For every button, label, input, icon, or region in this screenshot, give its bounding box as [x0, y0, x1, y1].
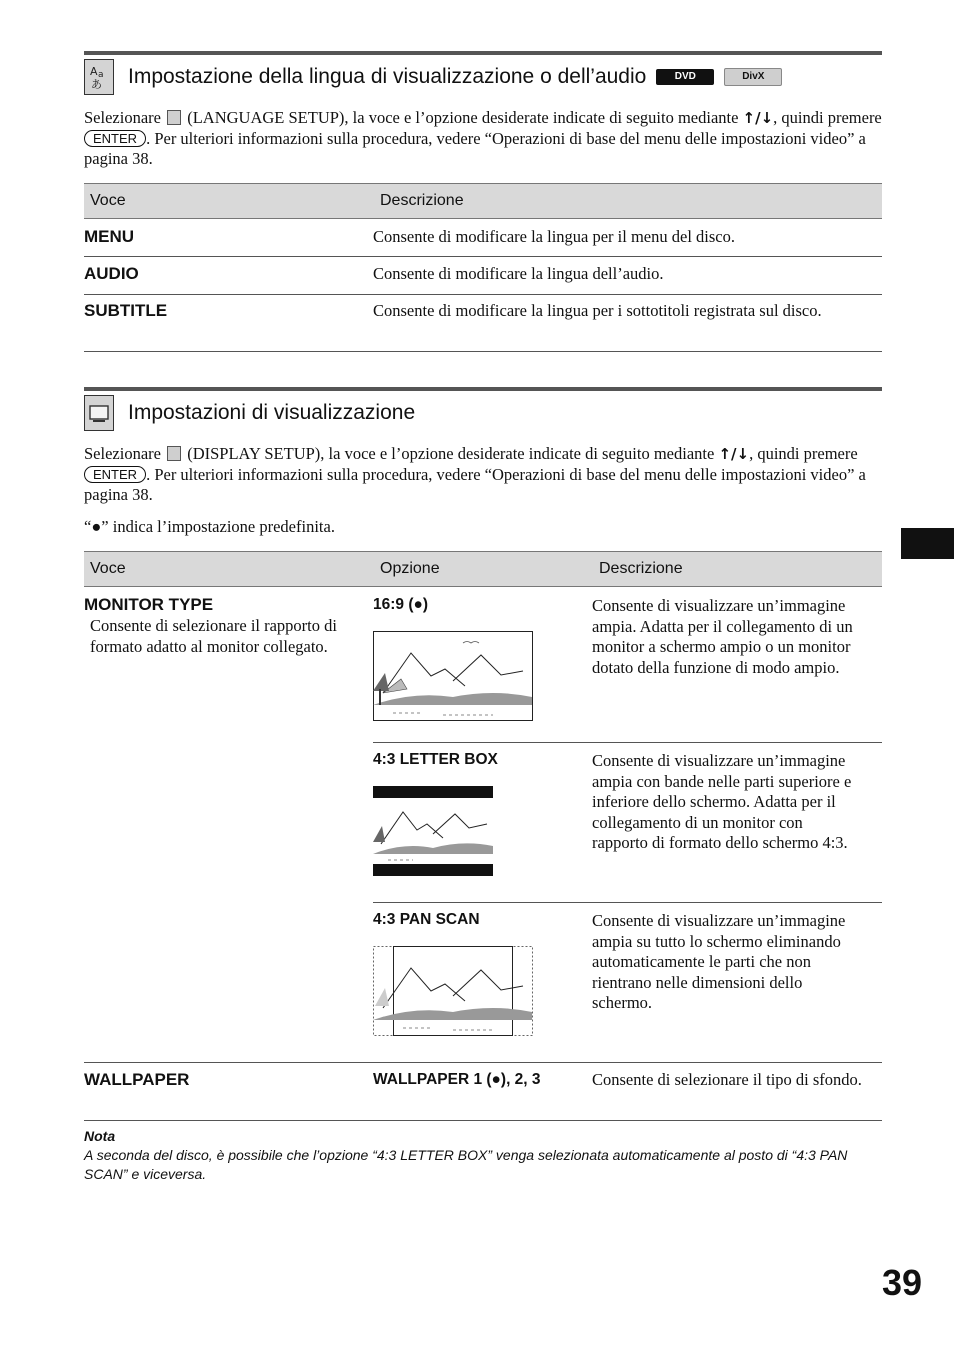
section-title-language: Impostazione della lingua di visualizzazione o dell’audio: [128, 65, 647, 88]
intro-text: Selezionare: [84, 108, 166, 127]
option-pan-scan: 4:3 PAN SCAN: [373, 911, 480, 928]
header-descrizione: Descrizione: [599, 560, 683, 577]
language-intro: [84, 108, 884, 170]
language-table-header: [84, 183, 882, 219]
section-title-display: Impostazioni di visualizzazione: [128, 401, 416, 424]
svg-text:A: A: [90, 65, 98, 78]
option-letter-box-desc: Consente di visualizzare un’immagine ampia con bande nelle parti superiore e inferiore dello schermo. Adatta per il collegamento di un monitor con rapporto di formato dello schermo 4:3.: [592, 751, 852, 852]
row-desc-menu: Consente di modificare la lingua per il menu del disco.: [373, 227, 735, 246]
row-divider: [84, 351, 882, 352]
enter-key: ENTER: [84, 466, 146, 483]
header-voce: Voce: [90, 560, 126, 577]
row-desc-subtitle: Consente di modificare la lingua per i sottotitoli registrata sul disco.: [373, 301, 822, 320]
intro-text: . Per ulteriori informazioni sulla procedura, vedere “Operazioni di base del menu delle impostazioni video” a pagina 38.: [84, 464, 866, 504]
pan-scan-illustration: [373, 946, 533, 1036]
chapter-tab: [901, 528, 954, 559]
row-voce-audio: AUDIO: [84, 264, 139, 283]
note-text: A seconda del disco, è possibile che l’opzione “4:3 LETTER BOX” venga selezionata automaticamente al posto di “4:3 PAN SCAN” e viceversa.: [84, 1147, 848, 1182]
up-down-arrows-icon: ↑/↓: [742, 109, 774, 127]
display-setup-icon: [167, 446, 181, 461]
row-voce-menu: MENU: [84, 227, 135, 246]
row-voce-monitor-type: MONITOR TYPE: [84, 595, 214, 614]
intro-text: Selezionare: [84, 444, 166, 463]
row-divider: [84, 1120, 882, 1121]
row-desc-audio: Consente di modificare la lingua dell’audio.: [373, 264, 664, 283]
row-divider: [373, 902, 882, 903]
up-down-arrows-icon: ↑/↓: [718, 445, 750, 463]
language-setup-icon: [167, 110, 181, 125]
intro-text: (DISPLAY SETUP), la voce e l’opzione desiderate indicate di seguito mediante: [183, 444, 719, 463]
svg-text:あ: あ: [91, 78, 102, 91]
row-divider: [84, 294, 882, 295]
header-descrizione: Descrizione: [380, 192, 464, 209]
dvd-badge: DVD: [656, 69, 714, 85]
monitor-type-desc: Consente di selezionare il rapporto di formato adatto al monitor collegato.: [90, 616, 337, 656]
intro-text: , quindi premere: [773, 108, 882, 127]
wide-screen-illustration: [373, 631, 533, 721]
display-intro: [84, 444, 884, 506]
letter-box-illustration: [373, 786, 493, 876]
header-opzione: Opzione: [380, 560, 440, 577]
page-number: 39: [881, 1262, 922, 1303]
note-heading: Nota: [84, 1128, 116, 1144]
svg-text:a: a: [98, 70, 104, 80]
display-table-header: [84, 551, 882, 587]
row-divider: [84, 1062, 882, 1063]
language-setup-icon: [84, 59, 114, 95]
row-divider: [84, 256, 882, 257]
option-pan-scan-desc: Consente di visualizzare un’immagine ampia su tutto lo schermo eliminando automaticamente le parti che non rientrano nelle dimensioni dello schermo.: [592, 911, 846, 1012]
option-letter-box: 4:3 LETTER BOX: [373, 751, 498, 768]
row-divider: [373, 742, 882, 743]
wallpaper-desc: Consente di selezionare il tipo di sfondo.: [592, 1070, 862, 1089]
enter-key: ENTER: [84, 130, 146, 147]
intro-text: (LANGUAGE SETUP), la voce e l’opzione desiderate indicate di seguito mediante: [183, 108, 743, 127]
intro-text: . Per ulteriori informazioni sulla procedura, vedere “Operazioni di base del menu delle impostazioni video” a pagina 38.: [84, 128, 866, 168]
row-voce-wallpaper: WALLPAPER: [84, 1070, 190, 1089]
option-16-9: 16:9 (●): [373, 596, 429, 613]
section-header-display: [84, 391, 882, 435]
section-header-language: [84, 55, 882, 99]
header-voce: Voce: [90, 192, 126, 209]
intro-text: , quindi premere: [749, 444, 858, 463]
default-note: “●” indica l’impostazione predefinita.: [84, 517, 335, 536]
display-setup-icon: [84, 395, 114, 431]
option-16-9-desc: Consente di visualizzare un’immagine ampia. Adatta per il collegamento di un monitor a schermo ampio o un monitor dotato della funzione di modo ampio.: [592, 596, 853, 677]
divx-badge: DivX: [724, 68, 782, 86]
option-wallpaper: WALLPAPER 1 (●), 2, 3: [373, 1071, 541, 1088]
row-voce-subtitle: SUBTITLE: [84, 301, 168, 320]
